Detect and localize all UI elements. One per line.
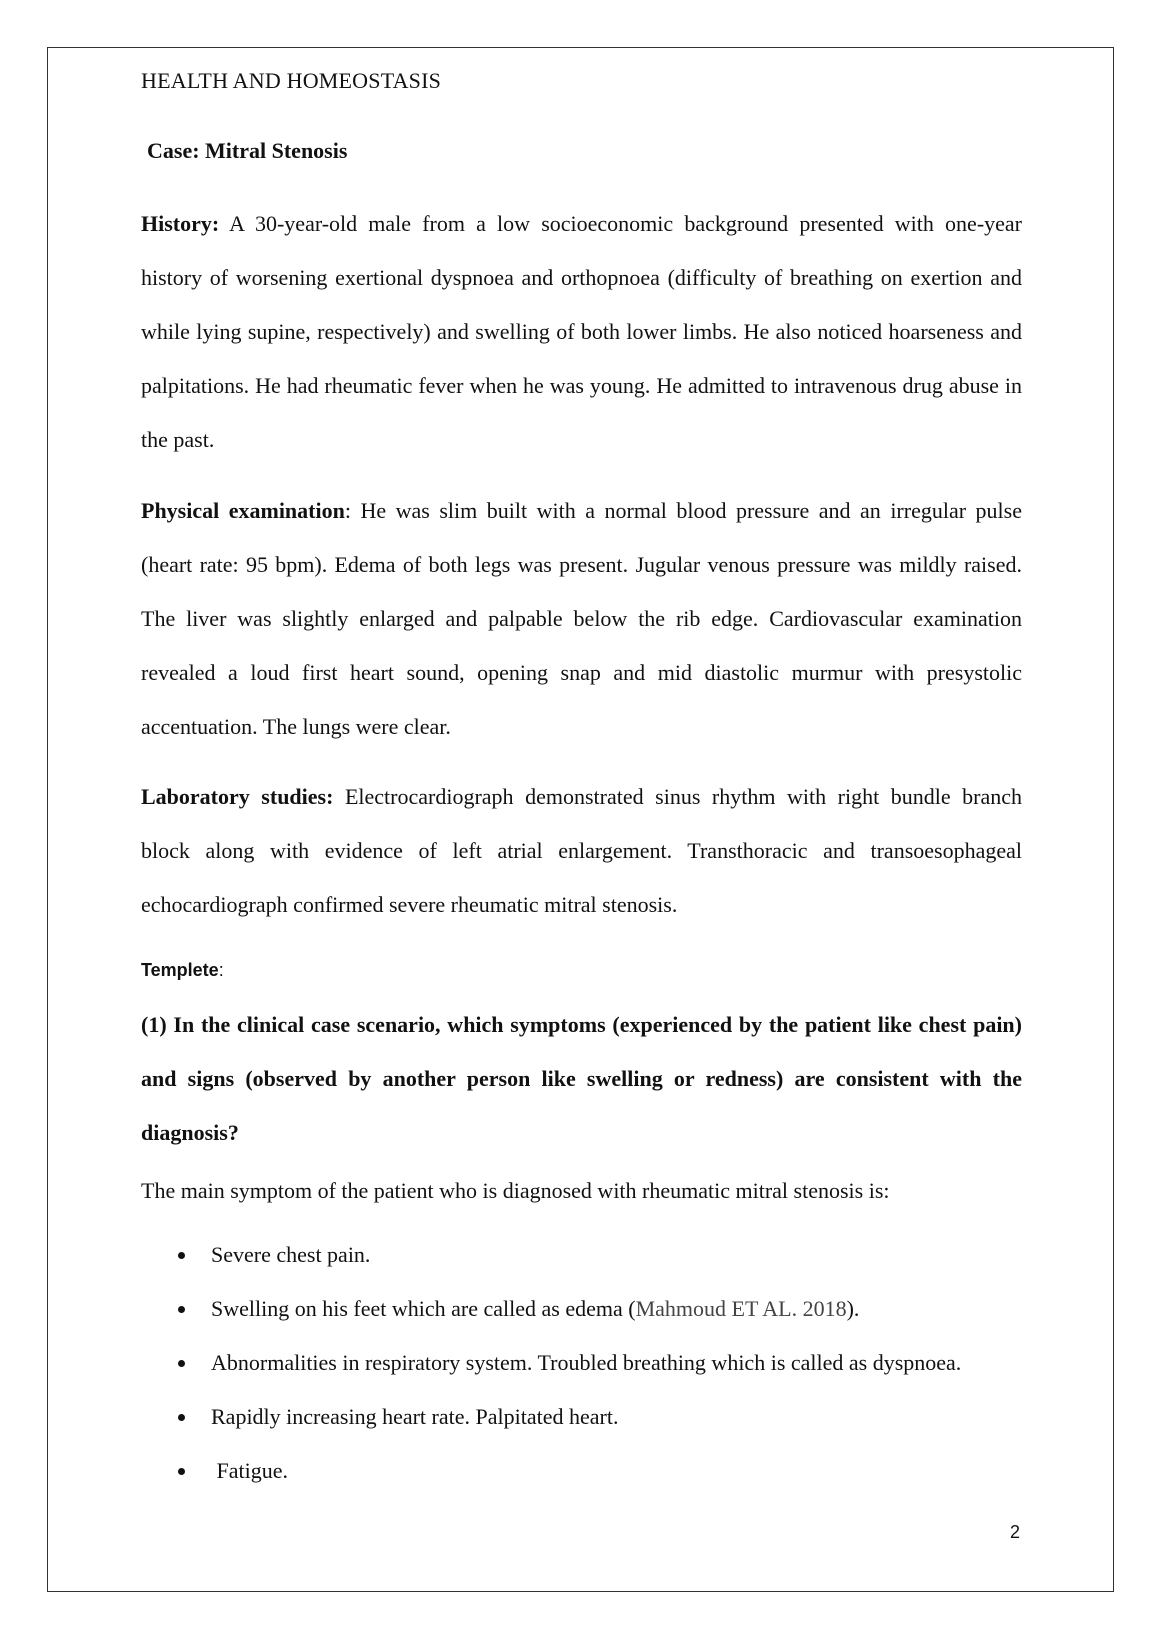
bullet-icon <box>178 1360 185 1367</box>
list-item-text: Severe chest pain. <box>211 1242 371 1267</box>
list-item <box>141 1444 961 1498</box>
templete-colon: : <box>218 960 224 980</box>
page-number: 2 <box>1010 1522 1021 1542</box>
citation: Mahmoud ET AL. 2018 <box>635 1296 847 1321</box>
list-item <box>141 1228 961 1282</box>
case-title: Case: Mitral Stenosis <box>147 138 348 163</box>
list-item-text: Abnormalities in respiratory system. Troubled breathing which is called as dyspnoea. <box>211 1350 962 1375</box>
bullet-icon <box>178 1306 185 1313</box>
templete-label: Templete <box>141 960 219 980</box>
lab-studies-label: Laboratory studies: <box>141 784 334 809</box>
bullet-icon <box>178 1414 185 1421</box>
bullet-icon <box>178 1468 185 1475</box>
bullet-icon <box>178 1252 185 1259</box>
symptoms-list <box>141 1228 961 1498</box>
physical-exam-label: Physical examination <box>141 498 345 523</box>
list-item <box>141 1282 961 1336</box>
symptoms-intro: The main symptom of the patient who is diagnosed with rheumatic mitral stenosis is: <box>141 1178 890 1203</box>
history-text: A 30-year-old male from a low socioeconomic background presented with one-year history of worsening exertional dyspnoea and orthopnoea (difficulty of breathing on exertion and while lying supine, respectively) and swelling of both lower limbs. He also noticed hoarseness and palpitations. He had rheumatic fever when he was young. He admitted to intravenous drug abuse in the past. <box>141 211 1022 452</box>
question-one: (1) In the clinical case scenario, which symptoms (experienced by the patient like chest pain) and signs (observed by another person like swelling or redness) are consistent with the diagnosis? <box>141 1012 1022 1145</box>
physical-exam-paragraph <box>141 484 1022 754</box>
list-item-text: Fatigue. <box>211 1458 288 1483</box>
lab-studies-text: Electrocardiograph demonstrated sinus rhythm with right bundle branch block along with evidence of left atrial enlargement. Transthoracic and transoesophageal echocardiograph confirmed severe rheumatic mitral stenosis. <box>141 784 1023 917</box>
list-item-text: Rapidly increasing heart rate. Palpitated heart. <box>211 1404 619 1429</box>
lab-studies-paragraph <box>141 770 1022 932</box>
document-header: HEALTH AND HOMEOSTASIS <box>141 68 442 93</box>
templete-heading <box>141 960 224 981</box>
history-label: History: <box>141 211 220 236</box>
list-item-end: ). <box>846 1296 860 1321</box>
list-item-text: Swelling on his feet which are called as edema ( <box>211 1296 636 1321</box>
list-item <box>141 1336 961 1390</box>
history-paragraph <box>141 197 1022 467</box>
list-item <box>141 1390 961 1444</box>
physical-exam-text: : He was slim built with a normal blood pressure and an irregular pulse (heart rate: 95 bpm). Edema of both legs was present. Jugular venous pressure was mildly raised. The liver was slightly enlarged and palpable below the rib edge. Cardiovascular examination revealed a loud first heart sound, opening snap and mid diastolic murmur with presystolic accentuation. The lungs were clear. <box>141 498 1022 739</box>
